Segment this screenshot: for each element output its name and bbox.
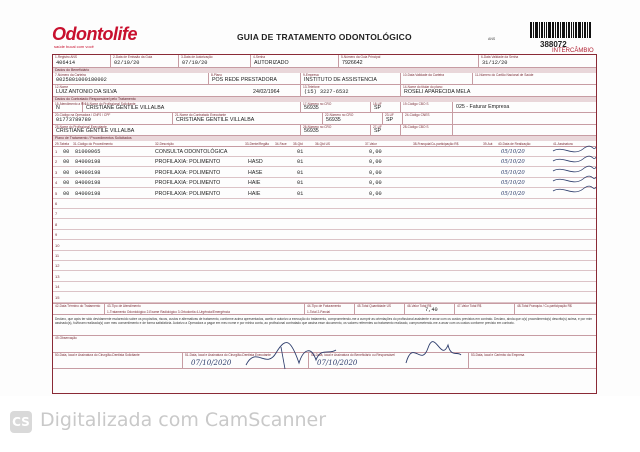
procedure-signatures [493,143,598,213]
total-franquia-cell [455,304,515,314]
row-descricao[interactable]: PROFILAXIA: POLIMENTO [155,159,221,166]
row-number: 9 [55,232,58,238]
declaration-text: Declaro, que após ter sido devidamente esclarecido sobre os propósitos, riscos, custos e alternativas de tratamento, conforme acima apresentados, aceito e autorizo a execução do tratamento, comprometendo-me a cumprir as orientações do profissional assistente e arcar com os custos previstos em contrato. Declaro, ainda que o(s) procedimento(s) descrito(s) acima, e por mim assinado(s), foi/foram realizado(s) com meu consentimento e de forma satisfatória. Autorizo a Operadora a pagar em meu nome e por minha conta, ao profissional contratado que assina esse documento, os valores referentes ao tratamento realizado, comprometendo-me a arcar com os custos conforme previsto em contrato. [55,317,593,325]
cro3-value[interactable]: 56935 [304,128,319,134]
row-descricao[interactable]: PROFILAXIA: POLIMENTO [155,190,221,197]
col-data: 40-Data de Realização [498,142,531,146]
tipo-atendimento-options[interactable]: 1-Tratamento Odontológico 2-Exame Radiológico 3-Ortodontia 4-Urgência/Emergência [107,310,230,314]
row-valor[interactable]: 0,00 [369,180,382,187]
data-emissao-cell [111,55,179,67]
total-coparticipacao-label: 48-Total Franquia / Co-participação R$ [517,304,572,308]
assinatura-solicitante-cell [53,353,183,368]
row-codigo[interactable]: 84000198 [75,159,101,166]
col-aut: 39-Aut [483,142,493,146]
nome-prof-exec-value[interactable]: CRISTIANE GENTILE VILLALBA [56,128,135,134]
guia-principal-value[interactable]: 7926642 [342,60,363,66]
total-us-label: 45-Total Quantidade US [357,304,392,308]
row-number: 4 [55,180,58,186]
row-tabela[interactable]: 00 [63,149,70,155]
registro-ans-label: 1-Registro ANS [55,55,77,59]
cnes-label: 24-Código CNES [405,113,430,117]
telefone-label: 13-Telefone [303,85,320,89]
table-row [53,261,596,271]
row-descricao[interactable]: CONSULTA ODONTOLÓGICA [155,149,228,155]
nome-executante-value[interactable]: CRISTIANE GENTILE VILLALBA [176,117,255,123]
data-termino-label: 42-Data Término do Tratamento [55,304,101,308]
atendimento-rn-value[interactable]: N [56,105,60,111]
col-descricao: 32-Descrição [155,142,174,146]
section-beneficiario: Dados do Beneficiário [53,68,596,73]
col-tabela: 29-Tabela [55,142,69,146]
total-valor-value[interactable]: 7,40 [425,307,438,313]
total-valor-label: 46-Valor Total R$ [407,304,432,308]
col-qtd-us: 36-Qtd US [315,142,331,146]
row-codigo[interactable]: 84000198 [75,190,101,197]
carimbo-label: 53-Data, local e Carimbo da Empresa [471,353,525,357]
tipo-atendimento-label: 43-Tipo de Atendimento [107,304,141,308]
col-valor: 37-Valor [365,142,377,146]
cro2-cell [323,113,383,124]
row-number: 14 [55,284,60,290]
table-row [53,230,596,240]
nome-executante-cell [173,113,323,124]
carteira-label: 7-Número da Carteira [55,73,86,77]
row-number: 7 [55,211,58,217]
row-data[interactable]: 05/10/20 [501,149,525,155]
table-row [53,282,596,292]
uf3-cell [371,125,401,135]
codigo-operadora-cell [53,113,173,124]
telefone-value[interactable]: (15) 3227-6532 [304,89,349,95]
camscanner-icon: CS [10,411,32,433]
row-number: 1 [55,149,58,154]
tipo-atendimento-cell [105,304,305,314]
carteira-cell [53,73,209,84]
beneficiario-date: 07/10/2020 [317,359,358,367]
plano-value[interactable]: POS REDE PRESTADORA [212,77,277,83]
nome-prof-exec-cell [53,125,301,135]
guia-info-row [53,55,596,68]
col-qtd: 35-Qtd [293,142,303,146]
total-franquia-label: 47-Valor Total R$ [457,304,482,308]
odontolife-logo: Odontolife [52,24,137,44]
cro2-value[interactable]: 56935 [326,117,341,123]
row-valor[interactable]: 0,00 [369,159,382,166]
atendimento-rn-cell [53,102,86,112]
col-codigo: 31-Código do Procedimento [73,142,113,146]
row-number: 5 [55,190,58,196]
table-row [53,251,596,261]
observacao-label: 49-Observação [55,336,77,340]
data-termino-cell [53,304,105,314]
beneficiario-row-1 [53,73,596,85]
guia-principal-cell [339,55,479,67]
assinatura-solicitante-label: 50-Data, local e Assinatura do Cirurgião-Dentista Solicitante [55,353,140,357]
row-tabela[interactable]: 00 [63,180,70,187]
total-valor-cell [405,304,455,314]
row-data[interactable]: 05/10/20 [501,169,525,176]
cro-label: 17-Número no CRO [303,102,332,106]
data-emissao-value[interactable]: 02/10/20 [114,60,140,66]
row-dente[interactable]: HASD [248,159,263,166]
cro3-label: 26-Número no CRO [303,125,332,129]
row-number: 10 [55,242,60,248]
row-dente[interactable]: HASE [248,169,263,176]
row-valor[interactable]: 0,00 [369,149,382,155]
row-data[interactable]: 05/10/20 [501,180,525,187]
row-number: 3 [55,169,58,175]
guia-type: INTERCÂMBIO [552,48,594,54]
col-face: 34-Face [275,142,287,146]
row-valor[interactable]: 0,00 [369,169,382,176]
section-contratado: Dados do Contratado Responsável pelo Tratamento [53,97,596,102]
cnes-cell [403,113,453,124]
contratado-row-1 [53,102,596,113]
totais-row [53,303,596,315]
data-emissao-label: 2-Data de Emissão da Guia [113,55,153,59]
empresa-label: 9-Empresa [303,73,319,77]
row-tabela[interactable]: 00 [63,159,70,166]
senha-label: 4-Senha [253,55,266,59]
empresa-value[interactable]: INSTITUTO DE ASSISTENCIA [304,77,377,83]
uf2-cell [383,113,403,124]
total-coparticipacao-cell [515,304,598,314]
titular-value[interactable]: ROSELI APARECIDA MELA [404,89,471,95]
nome-value[interactable]: LUIZ ANTONIO DA SILVA [56,89,117,95]
contratado-row-2 [53,113,596,125]
carteira-value[interactable]: 0025801000180002 [56,77,107,83]
titular-cell [401,85,598,96]
col-dente: 33-Dente/Região [245,142,270,146]
logo-tagline: saúde bucal com você [54,44,94,49]
tipo-faturamento-cell [305,304,355,314]
faturar-empresa: 025 - Faturar Empresa [456,104,510,110]
nome-executante-label: 21-Nome do Contratado Executante [175,113,227,117]
atendimento-rn-label: 15-Atendimento a RN [55,102,86,106]
telefone-cell [301,85,401,96]
uf3-label: 27-UF [373,125,382,129]
empresa-cell [301,73,401,84]
row-codigo[interactable]: 81000065 [75,149,101,155]
plano-cell [209,73,301,84]
barcode [530,22,592,38]
data-autorizacao-cell [179,55,251,67]
uf2-value[interactable]: SP [386,117,394,123]
row-descricao[interactable]: PROFILAXIA: POLIMENTO [155,180,221,187]
nome-prof-cell [83,102,301,112]
uf-label: 18-UF [373,102,382,106]
registro-ans-value[interactable]: 406414 [56,60,76,66]
table-row [53,241,596,251]
document-title: GUIA DE TRATAMENTO ODONTOLÓGICO [237,32,412,42]
nascimento-value[interactable]: 24/02/1964 [253,89,280,95]
uf-cell [371,102,401,112]
contratado-row-3 [53,125,596,136]
row-valor[interactable]: 0,00 [369,190,382,197]
nome-cell [53,85,301,96]
table-row [53,272,596,282]
nome-prof-label: 16-Nome do Profissional Solicitante [85,102,136,106]
assinatura-executante-label: 51-Data, local e Assinatura do Cirurgião-Dentista Executante [185,353,271,357]
row-number: 12 [55,263,60,269]
row-codigo[interactable]: 84000198 [75,169,101,176]
ans-tag: ANS [488,37,496,41]
nome-label: 12-Nome [55,85,69,89]
row-number: 13 [55,273,60,279]
row-tabela[interactable]: 00 [63,169,70,176]
titular-label: 14-Nome do titular do plano [403,85,443,89]
assinatura-beneficiario-label: 52-Data, local e Assinatura do Beneficiário ou Responsável [311,353,395,357]
row-data[interactable]: 05/10/20 [501,190,525,197]
tipo-faturamento-label: 44-Tipo de Faturamento [307,304,342,308]
cbo-cell [401,102,453,112]
carimbo-cell [469,353,598,368]
validade-senha-value[interactable]: 31/12/20 [482,60,508,66]
row-codigo[interactable]: 84000198 [75,180,101,187]
data-autorizacao-label: 3-Data de Autorização [181,55,213,59]
cns-cell [473,73,598,84]
uf3-value[interactable]: SP [374,128,382,134]
row-number: 6 [55,201,58,206]
row-qtd[interactable]: 01 [297,169,304,176]
cbo3-cell [401,125,453,135]
validade-carteira-label: 10-Data Validade da Carteira [403,73,445,77]
table-row [53,293,596,303]
row-number: 2 [55,159,58,165]
cbo-label: 19-Código CBO S [403,102,429,106]
codigo-operadora-label: 20-Código na Operadora / CNPJ / CPF [55,113,111,117]
col-assinatura: 41-Assinatura [553,142,573,146]
cro2-label: 22-Número no CRO [325,113,354,117]
row-number: 8 [55,221,58,227]
executante-signature [241,335,371,375]
cbo3-label: 28-Código CBO S [403,125,429,129]
validade-carteira-cell [401,73,473,84]
senha-cell [251,55,339,67]
cns-label: 11-Número do Cartão Nacional de Saúde [475,73,534,77]
row-qtd[interactable]: 01 [297,159,304,166]
data-autorizacao-value[interactable]: 07/10/20 [182,60,208,66]
row-qtd[interactable]: 01 [297,180,304,187]
uf-value[interactable]: SP [374,105,382,111]
row-number: 11 [55,253,60,258]
table-row [53,220,596,230]
beneficiario-signature [403,333,463,373]
row-tabela[interactable]: 00 [63,190,70,197]
validade-senha-label: 6-Data Validade da Senha [481,55,519,59]
cro-cell [301,102,371,112]
beneficiario-row-2 [53,85,596,97]
row-descricao[interactable]: PROFILAXIA: POLIMENTO [155,169,221,176]
registro-ans-cell [53,55,111,67]
plano-label: 8-Plano [211,73,222,77]
camscanner-text: Digitalizada com CamScanner [40,409,327,431]
form-header [52,22,592,52]
total-us-cell [355,304,405,314]
guia-principal-label: 5-Número da Guia Principal [341,55,381,59]
validade-senha-cell [479,55,598,67]
row-qtd[interactable]: 01 [297,190,304,197]
treatment-form [52,54,597,394]
cro3-cell [301,125,371,135]
row-dente[interactable]: HAIE [248,180,261,187]
row-data[interactable]: 05/10/20 [501,159,525,166]
section-procedimentos: Plano de Tratamento / Procedimentos Solicitados [53,136,596,141]
senha-value[interactable]: AUTORIZADO [254,60,289,66]
row-dente[interactable]: HAIE [248,190,261,197]
uf2-label: 23-UF [385,113,394,117]
nome-prof-value[interactable]: CRISTIANE GENTILE VILLALBA [86,105,165,111]
guia-number: 388072 [540,40,567,49]
col-franquia: 38-Franquia/Co-participação R$ [413,142,459,146]
tipo-faturamento-options[interactable]: 1-Total 2-Parcial [307,310,331,314]
row-number: 15 [55,294,60,300]
codigo-operadora-value[interactable]: 01773789789 [56,117,91,123]
cro-value[interactable]: 56935 [304,105,319,111]
scanner-watermark [0,396,640,452]
nome-prof-exec-label: 25-Nome do Profissional Executante [55,125,107,129]
executante-date: 07/10/2020 [191,359,232,367]
row-qtd[interactable]: 01 [297,149,304,155]
